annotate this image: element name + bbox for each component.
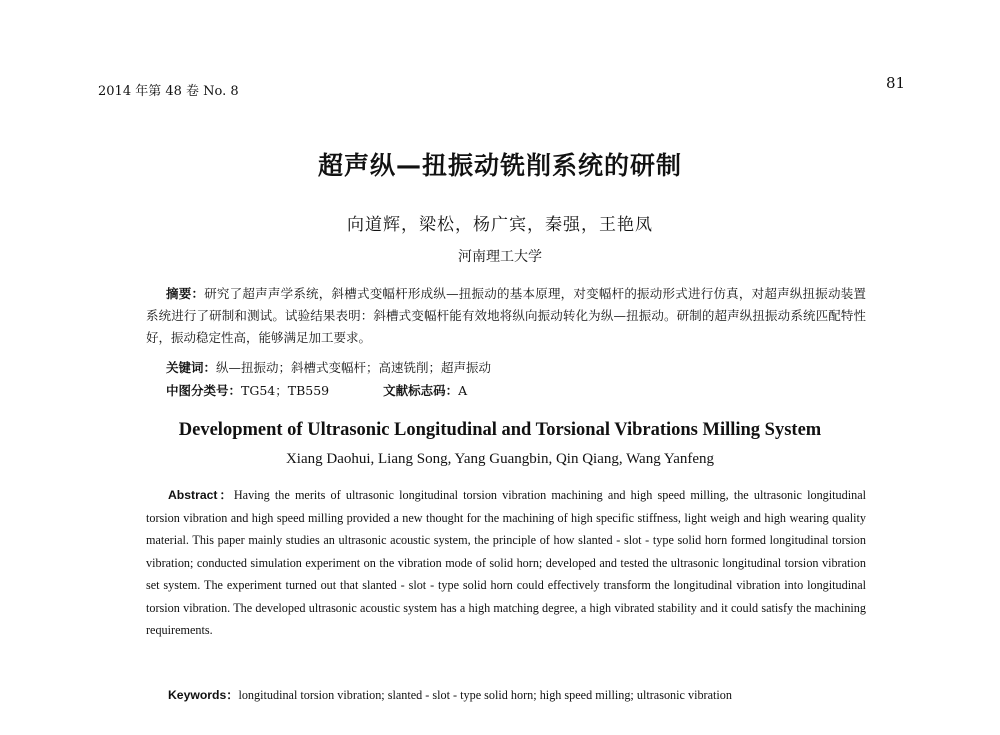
authors-english: Xiang Daohui, Liang Song, Yang Guangbin, Qin Qiang, Wang Yanfeng: [285, 451, 715, 467]
abstract-chinese: [146, 283, 866, 349]
abstract-en-text: Having the merits of ultrasonic longitudinal torsion vibration machining and high speed milling, the ultrasonic longitudinal torsion vibration and high speed milling provided a new thought for the machining of high specific stiffness, light weigh and high wearing quality material. This paper mainly studies an ultrasonic acoustic system, the principle of how slanted - slot - type solid horn formed longitudinal torsion vibration; conducted simulation experiment on the vibration mode of solid horn; developed and tested the ultrasonic longitudinal torsion vibration set system. The experiment turned out that slanted - slot - type solid horn could effectively transform the longitudinal vibration into longitudinal torsion vibration. The developed ultrasonic acoustic system has a high matching degree, a high vibrated stability and it could satisfy the machining requirements.: [146, 488, 866, 637]
abstract-en-label: Abstract：: [168, 488, 234, 502]
clc-label: 中图分类号：: [166, 383, 242, 398]
classification-codes: [166, 381, 467, 399]
keywords-english: [168, 686, 732, 703]
keywords-en-text: longitudinal torsion vibration; slanted - slot - type solid horn; high speed milling; ultrasonic vibration: [238, 688, 732, 702]
clc-value: TG54；TB559: [241, 383, 330, 398]
page-number: 81: [886, 74, 906, 92]
affiliation-chinese: 河南理工大学: [458, 249, 542, 265]
doc-code-value: A: [458, 383, 468, 398]
keywords-en-label: Keywords：: [168, 688, 239, 702]
title-chinese: 超声纵—扭振动铣削系统的研制: [317, 151, 682, 180]
keywords-cn-text: 纵—扭振动；斜槽式变幅杆；高速铣削；超声振动: [216, 360, 492, 375]
abstract-cn-text: 研究了超声声学系统，斜槽式变幅杆形成纵—扭振动的基本原理，对变幅杆的振动形式进行仿真，对超声纵扭振动装置系统进行了研制和测试。试验结果表明：斜槽式变幅杆能有效地将纵向振动转化为纵—扭振动。研制的超声纵扭振动系统匹配特性好，振动稳定性高，能够满足加工要求。: [146, 286, 866, 345]
doc-code-label: 文献标志码：: [383, 383, 459, 398]
abstract-cn-label: 摘要：: [166, 286, 205, 301]
keywords-cn-label: 关键词：: [166, 360, 217, 375]
title-english: Development of Ultrasonic Longitudinal and Torsional Vibrations Milling System: [178, 420, 822, 440]
abstract-english: [146, 484, 866, 642]
authors-chinese: 向道辉，梁松，杨广宾，秦强，王艳凤: [347, 215, 653, 235]
journal-issue: 2014 年第 48 卷 No. 8: [98, 84, 239, 99]
keywords-chinese: [166, 358, 491, 376]
